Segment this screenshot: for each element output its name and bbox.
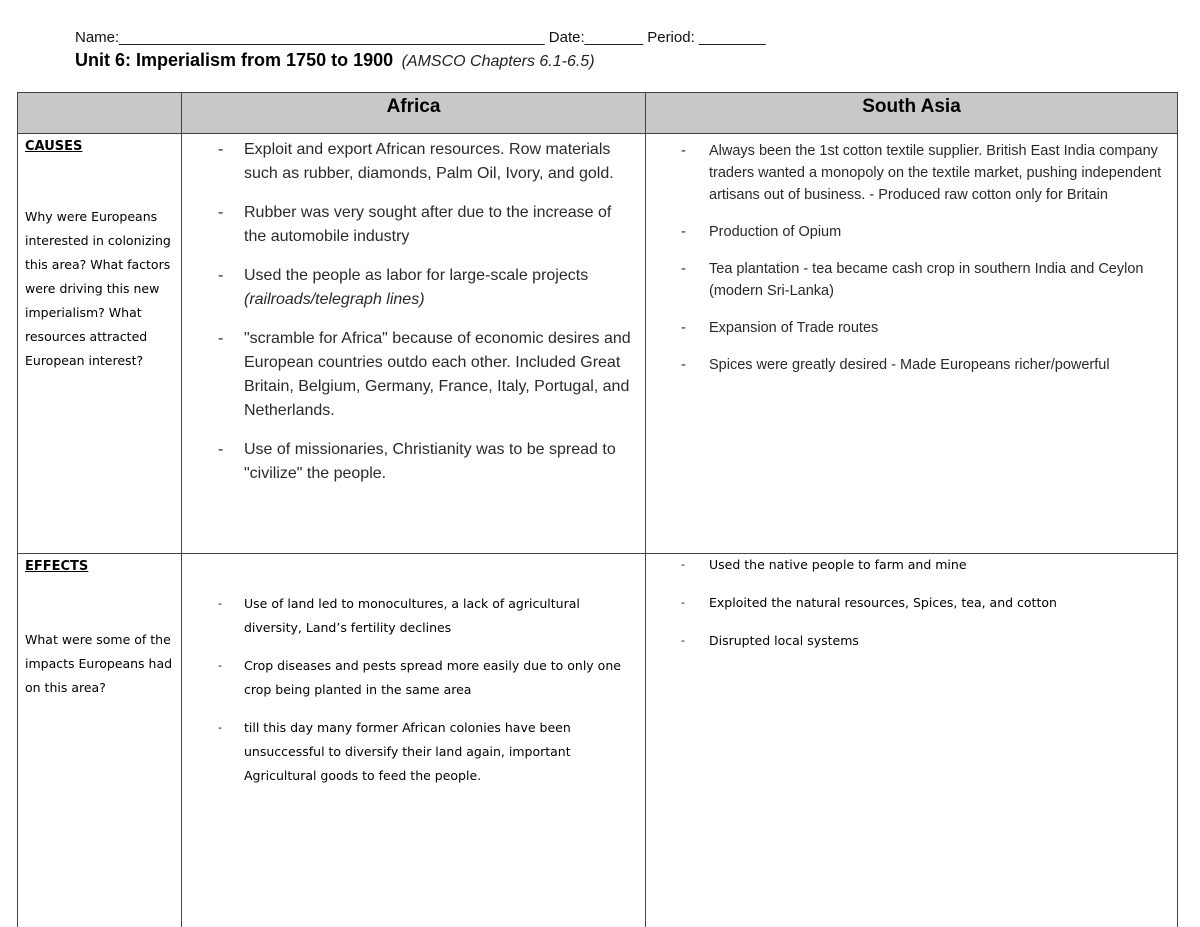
dash-bullet: - (681, 634, 685, 647)
causes-row (18, 134, 1178, 554)
causes-label-cell (18, 134, 182, 554)
list-item-text: till this day many former African colonies have been unsuccessful to diversify their land again, important Agricultural goods to feed the people. (244, 720, 571, 783)
list-item-text: Crop diseases and pests spread more easily due to only one crop being planted in the same area (244, 658, 621, 697)
dash-bullet: - (218, 141, 224, 158)
list-item (681, 554, 1167, 576)
south-asia-effects-cell (646, 554, 1178, 927)
list-item-text: Exploit and export African resources. Row materials such as rubber, diamonds, Palm Oil, Ivory, and gold. (244, 141, 614, 182)
south-asia-causes-list (681, 140, 1167, 376)
dash-bullet: - (681, 224, 686, 240)
causes-heading: CAUSES (25, 139, 83, 154)
list-item (218, 438, 635, 486)
africa-effects-list (218, 592, 633, 788)
effects-row (18, 554, 1178, 927)
list-item (681, 140, 1167, 206)
header-south-asia: South Asia (646, 93, 1178, 134)
list-item (218, 138, 635, 186)
dash-bullet: - (218, 204, 224, 221)
south-asia-causes-cell (646, 134, 1178, 554)
list-item (218, 716, 633, 788)
list-item-text: Always been the 1st cotton textile supplier. British East India company traders wanted a monopoly on the textile market, pushing independent artisans out of business. - Produced raw cotton only for Britain (709, 143, 1162, 203)
italic-note: (railroads/telegraph lines) (244, 291, 425, 308)
dash-bullet: - (681, 261, 686, 277)
list-item-text: Expansion of Trade routes (709, 320, 879, 336)
list-item-text: Production of Opium (709, 224, 842, 240)
africa-causes-list (218, 138, 635, 486)
dash-bullet: - (218, 330, 224, 347)
header-africa: Africa (182, 93, 646, 134)
list-item-text: Used the people as labor for large-scale projects (244, 267, 589, 284)
unit-subtitle: (AMSCO Chapters 6.1-6.5) (401, 53, 595, 70)
list-item-text: Exploited the natural resources, Spices, tea, and cotton (709, 595, 1057, 610)
dash-bullet: - (218, 441, 224, 458)
list-item (681, 258, 1167, 302)
list-item (681, 354, 1167, 376)
effects-question: What were some of the impacts Europeans had on this area? (25, 632, 173, 695)
list-item-text: Use of missionaries, Christianity was to be spread to "civilize" the people. (244, 441, 616, 482)
list-item (218, 201, 635, 249)
list-item (218, 592, 633, 640)
list-item-text: Use of land led to monocultures, a lack of agricultural diversity, Land’s fertility declines (244, 596, 580, 635)
south-asia-effects-list (681, 554, 1167, 652)
list-item-text: Spices were greatly desired - Made Europeans richer/powerful (709, 357, 1110, 373)
list-item (218, 654, 633, 702)
name-date-period-line: Name:___________________________________________________ Date:_______ Period: ________ (75, 29, 766, 46)
list-item-text: Tea plantation - tea became cash crop in southern India and Ceylon (modern Sri-Lanka) (709, 261, 1144, 299)
dash-bullet: - (218, 721, 222, 734)
list-item-text: Rubber was very sought after due to the increase of the automobile industry (244, 204, 612, 245)
effects-label-cell (18, 554, 182, 927)
list-item (681, 630, 1167, 652)
unit-title: Unit 6: Imperialism from 1750 to 1900 (75, 50, 394, 70)
africa-effects-cell (182, 554, 646, 927)
list-item-text: Disrupted local systems (709, 633, 859, 648)
list-item (681, 221, 1167, 243)
effects-heading: EFFECTS (25, 559, 89, 574)
list-item (681, 317, 1167, 339)
list-item (681, 592, 1167, 614)
imperialism-table (17, 92, 1178, 927)
worksheet-title (75, 50, 595, 71)
dash-bullet: - (218, 267, 224, 284)
dash-bullet: - (681, 357, 686, 373)
list-item (218, 264, 635, 312)
dash-bullet: - (681, 558, 685, 571)
dash-bullet: - (681, 596, 685, 609)
header-blank-cell (18, 93, 182, 134)
dash-bullet: - (681, 143, 686, 159)
list-item (218, 327, 635, 423)
list-item-text: "scramble for Africa" because of economic desires and European countries outdo each other. Included Great Britain, Belgium, Germany, France, Italy, Portugal, and Netherlands. (244, 330, 631, 419)
causes-question: Why were Europeans interested in colonizing this area? What factors were driving this new imperialism? What resources attracted European interest? (25, 209, 171, 368)
dash-bullet: - (218, 597, 222, 610)
list-item-text: Used the native people to farm and mine (709, 557, 967, 572)
dash-bullet: - (681, 320, 686, 336)
africa-causes-cell (182, 134, 646, 554)
dash-bullet: - (218, 659, 222, 672)
table-header-row (18, 93, 1178, 134)
